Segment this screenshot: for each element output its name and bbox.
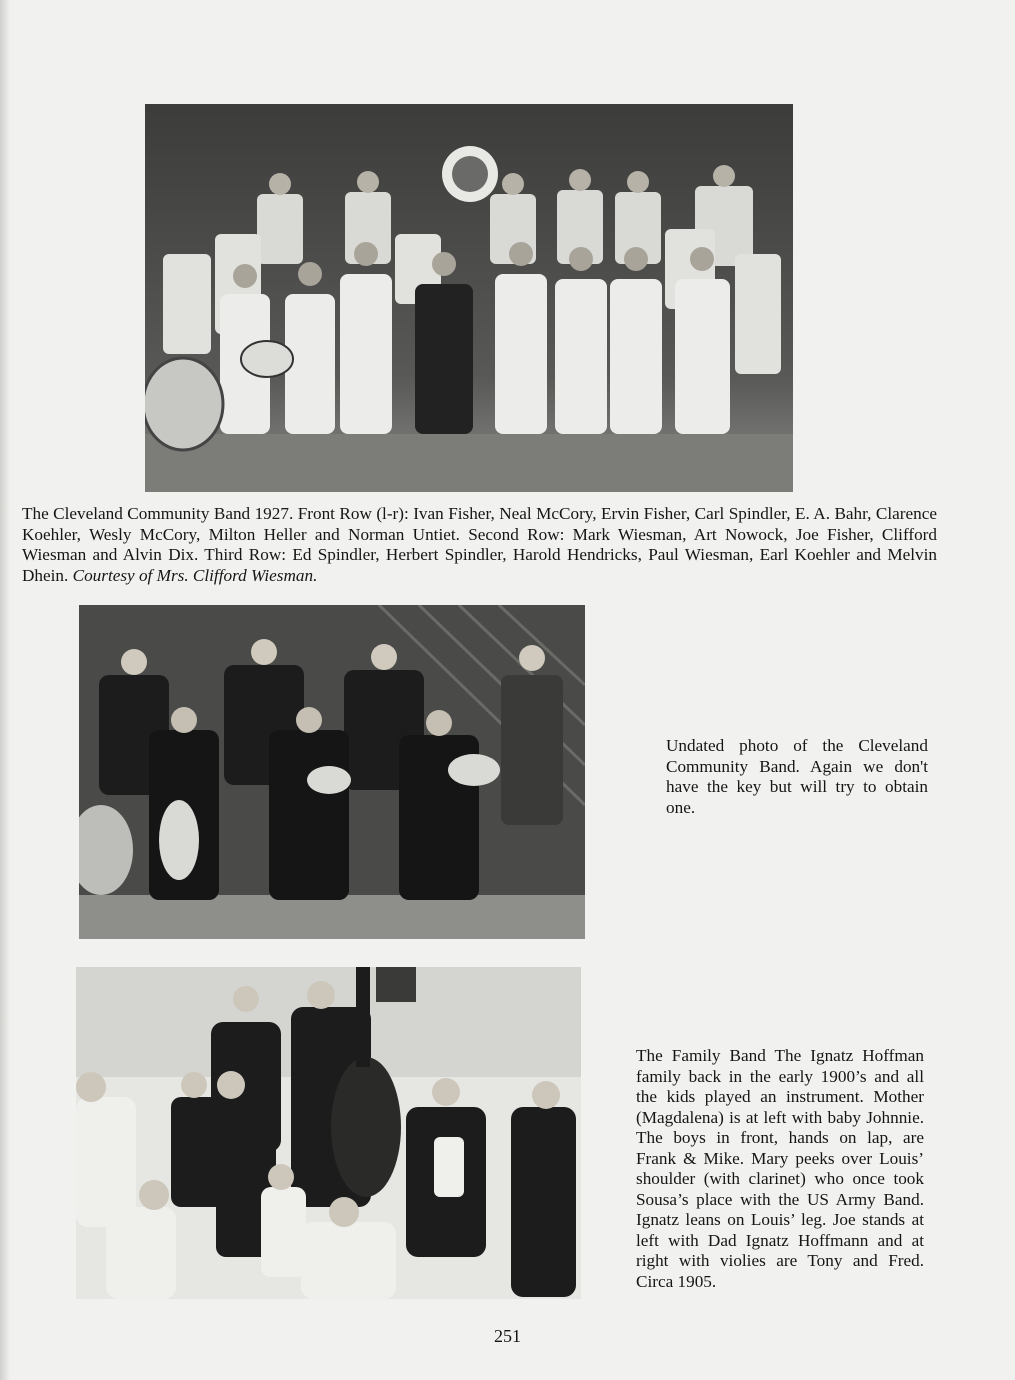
page-number: 251 <box>494 1326 521 1346</box>
photo-credit: Courtesy of Mrs. Clifford Wiesman. <box>72 565 318 585</box>
caption-community-band-1927-text: The Cleveland Community Band 1927. Front Row (l-r): Ivan Fisher, Neal McCory, Ervin Fisher, Carl Spindler, E. A. Bahr, Clarence Koehler, Wesly McCory, Milton Heller and Norman Untiet. Second Row: Mark Wiesman, Art Nowock, Joe Fisher, Clifford Wiesman and Alvin Dix. Third Row: Ed Spindler, Herbert Spindler, Harold Hendricks, Paul Wiesman, Earl Koehler and Melvin Dhein. <box>22 504 937 585</box>
photo-community-band-undated <box>79 605 585 939</box>
caption-family-band: The Family Band The Ignatz Hoffman family back in the early 1900’s and all the kids played an instrument. Mother (Magdalena) is at left with baby Johnnie. The boys in front, hands on lap, are Frank & Mike. Mary peeks over Louis’ shoulder (with clarinet) who once took Sousa’s place with the US Army Band. Ignatz leans on Louis’ leg. Joe stands at left with Dad Ignatz Hoffmann and at right with violies are Tony and Fred. Circa 1905. <box>636 1046 924 1291</box>
caption-community-band-undated: Undated photo of the Cleveland Community Band. Again we don't have the key but will try to obtain one. <box>666 736 928 817</box>
page-gutter-shadow <box>0 0 10 1380</box>
photo-community-band-1927 <box>145 104 793 492</box>
photo-family-band <box>76 967 581 1299</box>
caption-community-band-1927 <box>22 504 937 586</box>
